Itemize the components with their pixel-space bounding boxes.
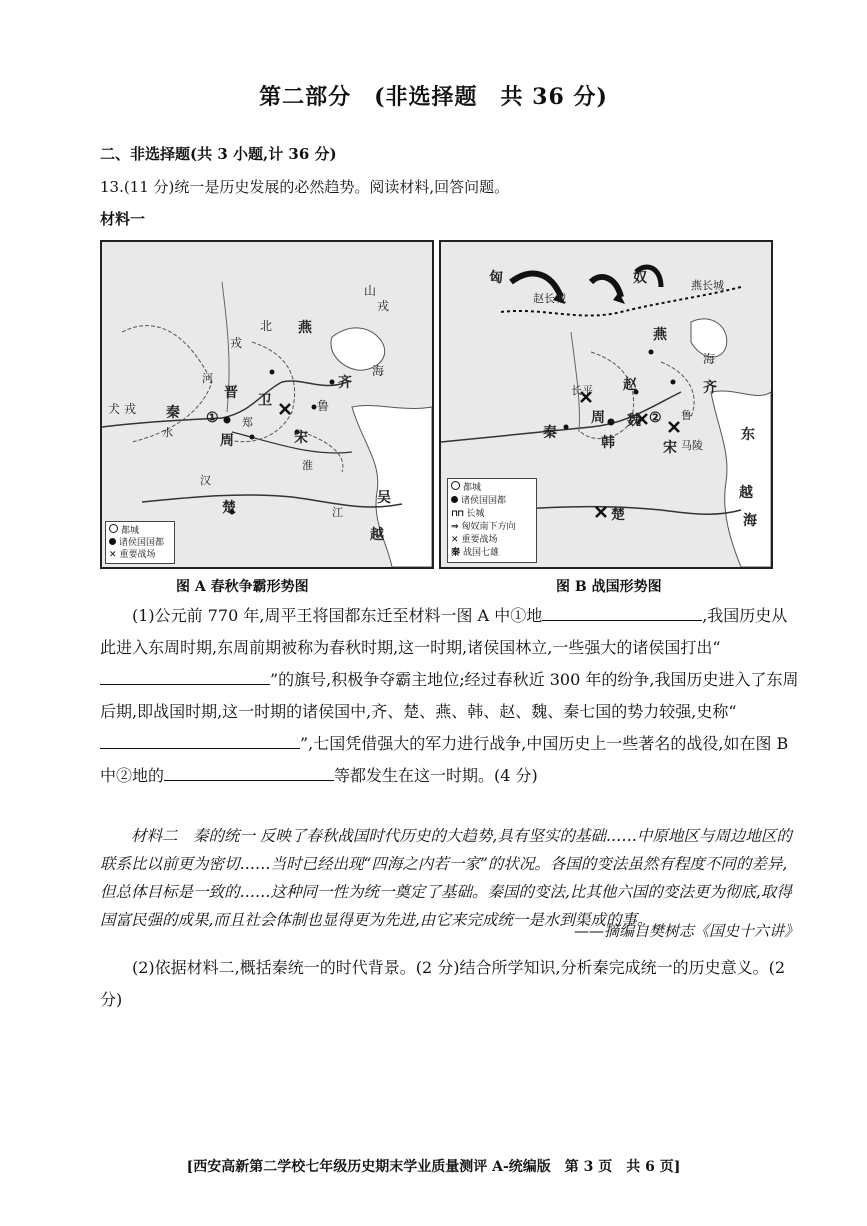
map-label: 魏: [627, 413, 641, 429]
map-label: 郑: [242, 416, 253, 429]
map-b-legend: 都城 诸侯国国都 ⊓⊓ 长城 ⇒ 匈奴南下方向 ✕ 重要战场 秦 战国七雄: [447, 478, 537, 563]
answer-blank-2[interactable]: [100, 666, 270, 685]
q1-text: ”的旗号,积极争夺霸主地位;经过春秋近 300 年的纷争,我国历史进入了东周后期,即战国时期,这一时期的诸侯国中,齐、楚、燕、韩、赵、魏、秦七国的势力较强,史称“: [100, 670, 799, 721]
map-label: 韩: [601, 435, 615, 451]
map-label: 燕: [653, 327, 667, 343]
answer-blank-1[interactable]: [542, 602, 702, 621]
map-label: 戎: [230, 336, 243, 350]
legend-item: 重要战场: [461, 535, 498, 545]
question-2: (2)依据材料二,概括秦统一的时代背景。(2 分)结合所学知识,分析秦完成统一的历史意义。(2 分): [100, 958, 786, 1009]
map-label: 海: [743, 513, 757, 529]
page-footer: [西安高新第二学校七年级历史期末学业质量测评 A-统编版 第 3 页 共 6 页]: [186, 1159, 681, 1175]
legend-item: 都城: [121, 526, 140, 536]
map-label: 宋: [663, 440, 677, 456]
map-label: 海: [703, 352, 716, 366]
section-heading: 二、非选择题(共 3 小题,计 36 分): [100, 145, 337, 163]
map-label: 东: [741, 427, 755, 443]
map-label: 马陵: [681, 439, 703, 452]
map-label: 奴: [633, 270, 647, 286]
map-label: 齐: [338, 375, 352, 391]
material-2: 材料二 秦的统一 反映了春秋战国时代历史的大趋势,具有坚实的基础……中原地区与周边地区的联系比以前更为密切……当时已经出现“四海之内若一家”的状况。各国的变法虽然有程度不同的差异,但总体目标是一致的……这种同一性为统一奠定了基础。秦国的变法,比其他六国的变法更为彻底,取得国富民强的成果,而且社会体制也显得更为先进,由它来完成统一是水到渠成的事。: [100, 827, 792, 929]
map-label: 鲁: [317, 399, 330, 413]
material-2-source: ——摘编自樊树志《国史十六讲》: [573, 922, 799, 940]
map-label: 犬: [108, 402, 121, 416]
map-label: 山: [364, 284, 377, 298]
map-label: 海: [372, 364, 385, 378]
map-label: 燕: [298, 320, 312, 336]
page-title: 第二部分 (非选择题 共 36 分): [259, 84, 608, 110]
marker-circle-1: ①: [206, 410, 219, 426]
map-label: 戎: [377, 299, 390, 313]
q1-text: ”,七国凭借强大的军力进行战争,中国历史上一些著名的战役,如在图 B 中②地的: [100, 734, 789, 785]
legend-item: 诸侯国国都: [119, 538, 165, 548]
legend-item: 战国七雄: [463, 548, 500, 558]
map-a-caption: 图 A 春秋争霸形势图: [176, 579, 309, 595]
map-label: 河: [202, 372, 213, 385]
map-label: 燕长城: [691, 279, 724, 292]
map-label: 宋: [294, 430, 308, 446]
map-label: 赵长城: [533, 292, 566, 305]
map-label: 鲁: [681, 409, 692, 422]
q1-text: (1)公元前 770 年,周平王将国都东迁至材料一图 A 中①地: [132, 606, 543, 625]
answer-blank-4[interactable]: [164, 762, 334, 781]
map-label: 周: [591, 410, 605, 426]
question-13-stem: 13.(11 分)统一是历史发展的必然趋势。阅读材料,回答问题。: [100, 178, 510, 196]
material-1-label: 材料一: [100, 210, 146, 228]
map-a-legend: 都城 诸侯国国都 ✕ 重要战场: [105, 521, 175, 564]
map-label: 周: [220, 433, 234, 449]
map-label: 越: [739, 485, 753, 501]
map-label: 汉: [200, 474, 211, 487]
map-label: 匈: [489, 270, 503, 286]
map-label: 江: [332, 506, 343, 519]
map-label: 长平: [571, 384, 593, 397]
map-label: 楚: [222, 500, 236, 516]
map-b-caption: 图 B 战国形势图: [556, 579, 662, 595]
map-a-spring-autumn: [100, 240, 434, 569]
map-label: 水: [162, 426, 173, 439]
map-label: 秦: [543, 425, 557, 441]
map-label: 越: [370, 527, 384, 543]
map-label: 秦: [166, 405, 180, 421]
marker-circle-2: ②: [649, 410, 662, 426]
legend-item: 诸侯国国都: [461, 496, 507, 506]
map-label: 楚: [611, 507, 625, 523]
q1-text: 等都发生在这一时期。(4 分): [334, 766, 538, 785]
map-label: 齐: [703, 380, 717, 396]
map-b-warring-states: [439, 240, 773, 569]
q1-text: ,我国历史从此进入东周时期,东周前期被称为春秋时期,这一时期,诸侯国林立,一些强大的诸侯国打出“: [100, 606, 788, 657]
legend-item: 匈奴南下方向: [461, 522, 516, 532]
answer-blank-3[interactable]: [100, 730, 300, 749]
question-1: [100, 600, 800, 792]
legend-item: 都城: [463, 483, 482, 493]
legend-item: 重要战场: [119, 550, 156, 560]
legend-item: 长城: [466, 509, 485, 519]
map-label: 卫: [258, 393, 272, 409]
map-label: 晋: [224, 385, 238, 401]
map-label: 戎: [124, 402, 137, 416]
map-label: 吴: [377, 490, 391, 506]
map-label: 淮: [302, 459, 313, 472]
map-label: 北: [260, 319, 273, 333]
map-label: 赵: [623, 377, 637, 393]
